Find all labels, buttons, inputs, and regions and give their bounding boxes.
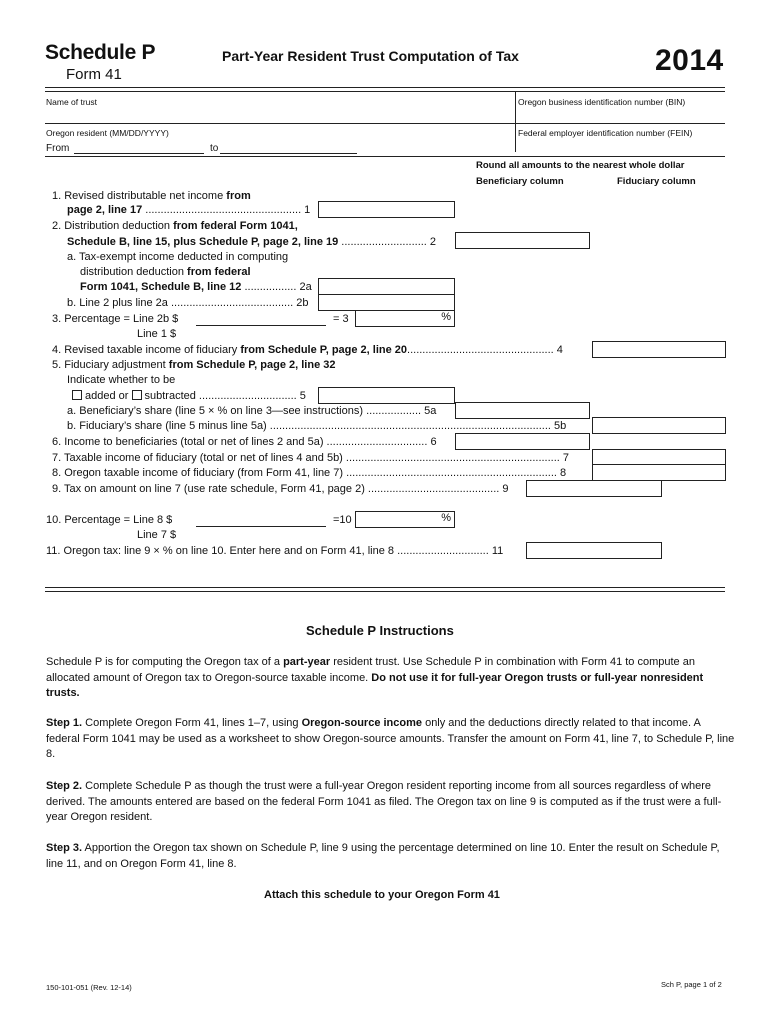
line-2-label-cont: Schedule B, line 15, plus Schedule P, page 2, line 19 ............................ 2 [67,236,437,248]
line-5a-label: a. Beneficiary’s share (line 5 × % on line 3—see instructions) .................. 5a [67,405,437,417]
trust-name-field[interactable] [45,110,515,121]
percent-sign: % [441,311,451,323]
line-9-label: 9. Tax on amount on line 7 (use rate schedule, Form 41, page 2) ........................................... 9 [52,483,509,495]
line-3-percentage-input[interactable] [355,310,455,327]
resident-date-label: Oregon resident (MM/DD/YYYY) [46,128,169,138]
line-2a-label-cont: distribution deduction from federal [80,266,251,278]
form-revision: 150-101-051 (Rev. 12-14) [46,983,132,992]
fein-field[interactable] [518,140,723,151]
line-4-input[interactable] [592,341,726,358]
line-2b-input[interactable] [318,294,455,311]
line-1-label-cont: page 2, line 17 ................................................... 1 [67,204,311,216]
beneficiary-column-heading: Beneficiary column [476,176,564,187]
line-5-label-cont: Indicate whether to be [67,374,176,386]
line-8-input[interactable] [592,464,726,481]
instructions-title: Schedule P Instructions [306,623,454,638]
attach-note: Attach this schedule to your Oregon Form 41 [264,889,500,901]
line-2-label: 2. Distribution deduction from federal Form 1041, [52,220,298,232]
form-number-title: Form 41 [66,66,122,83]
to-date-input[interactable] [220,153,357,154]
line-5b-label: b. Fiduciary’s share (line 5 minus line 5a) ............................................................................................ 5b [67,420,567,432]
header-divider [45,87,725,92]
line-2a-input[interactable] [318,278,455,295]
line-10-denominator-label: Line 7 $ [137,529,177,541]
tax-year: 2014 [655,44,724,77]
line-9-input[interactable] [526,480,662,497]
intro-paragraph: Schedule P is for computing the Oregon tax of a part-year resident trust. Use Schedule P in combination with Form 41 to compute an allocated amount of Oregon tax to Oregon-source taxable income. Do not use it for full-year Oregon trusts or full-year nonresident trusts. [46,656,704,699]
page-title: Part-Year Resident Trust Computation of Tax [222,48,519,64]
bin-field[interactable] [518,110,723,121]
added-checkbox[interactable] [72,390,82,400]
bin-label: Oregon business identification number (BIN) [518,97,686,107]
line-2a-label-cont2: Form 1041, Schedule B, line 12 ................. 2a [80,281,312,293]
line-5b-input[interactable] [592,417,726,434]
page-number: Sch P, page 1 of 2 [661,980,722,989]
line-10-label: 10. Percentage = Line 8 $ [46,514,173,526]
line-3-denominator-label: Line 1 $ [137,328,177,340]
from-label: From [46,143,70,154]
step-2-paragraph: Step 2. Complete Schedule P as though the trust were a full-year Oregon resident reporting income from all sources regardless of where derived. The amounts entered are based on the federal Form 1041 as filed. The Oregon tax on line 9 is computed as if the trust were a full-year Oregon resident. [46,780,722,823]
round-note: Round all amounts to the nearest whole dollar [476,160,685,171]
line-6-label: 6. Income to beneficiaries (total or net of lines 2 and 5a) ................................. 6 [52,436,437,448]
fiduciary-column-heading: Fiduciary column [617,176,696,187]
line-5a-input[interactable] [455,402,590,419]
from-date-input[interactable] [74,153,204,154]
line-5-options: added or subtracted ................................ 5 [72,390,306,402]
line-1-label: 1. Revised distributable net income from [52,190,251,202]
line-1-input[interactable] [318,201,455,218]
info-row-divider [45,123,725,124]
line-6-input[interactable] [455,433,590,450]
line-10-numerator-input[interactable] [196,526,326,527]
line-4-label: 4. Revised taxable income of fiduciary from Schedule P, page 2, line 20................................................ 4 [52,344,563,356]
percent-sign: % [441,512,451,524]
subtracted-checkbox[interactable] [132,390,142,400]
line-5-input[interactable] [318,387,455,404]
trust-name-label: Name of trust [46,97,98,107]
schedule-title: Schedule P [45,41,156,64]
fein-label: Federal employer identification number (FEIN) [518,128,693,138]
line-10-equals: =10 [333,514,352,526]
line-7-label: 7. Taxable income of fiduciary (total or net of lines 4 and 5b) ...................................................................... 7 [52,452,570,464]
line-3-equals: = 3 [333,313,349,325]
line-11-input[interactable] [526,542,662,559]
step-3-paragraph: Step 3. Apportion the Oregon tax shown on Schedule P, line 9 using the percentage determined on line 10. Enter the result on Schedule P, line 11, and on Oregon Form 41, line 8. [46,842,720,870]
line-2a-label: a. Tax-exempt income deducted in computing [67,251,289,263]
line-2b-label: b. Line 2 plus line 2a ........................................ 2b [67,297,309,309]
line-11-label: 11. Oregon tax: line 9 × % on line 10. Enter here and on Form 41, line 8 .............................. 11 [46,545,504,557]
line-3-numerator-input[interactable] [196,325,326,326]
to-label: to [210,143,219,154]
line-3-label: 3. Percentage = Line 2b $ [52,313,179,325]
step-1-paragraph: Step 1. Complete Oregon Form 41, lines 1–7, using Oregon-source income only and the deductions directly related to that income. A federal Form 1041 may be used as a worksheet to show Oregon-source amounts. Transfer the amount on Form 41, line 7, to Schedule P, line 8. [46,717,735,760]
line-10-percentage-input[interactable] [355,511,455,528]
line-8-label: 8. Oregon taxable income of fiduciary (from Form 41, line 7) ..................................................................... 8 [52,467,567,479]
line-2-input[interactable] [455,232,590,249]
section-divider [45,587,725,592]
info-bottom-divider [45,156,725,157]
info-divider [515,92,516,152]
line-5-label: 5. Fiduciary adjustment from Schedule P, page 2, line 32 [52,359,336,371]
